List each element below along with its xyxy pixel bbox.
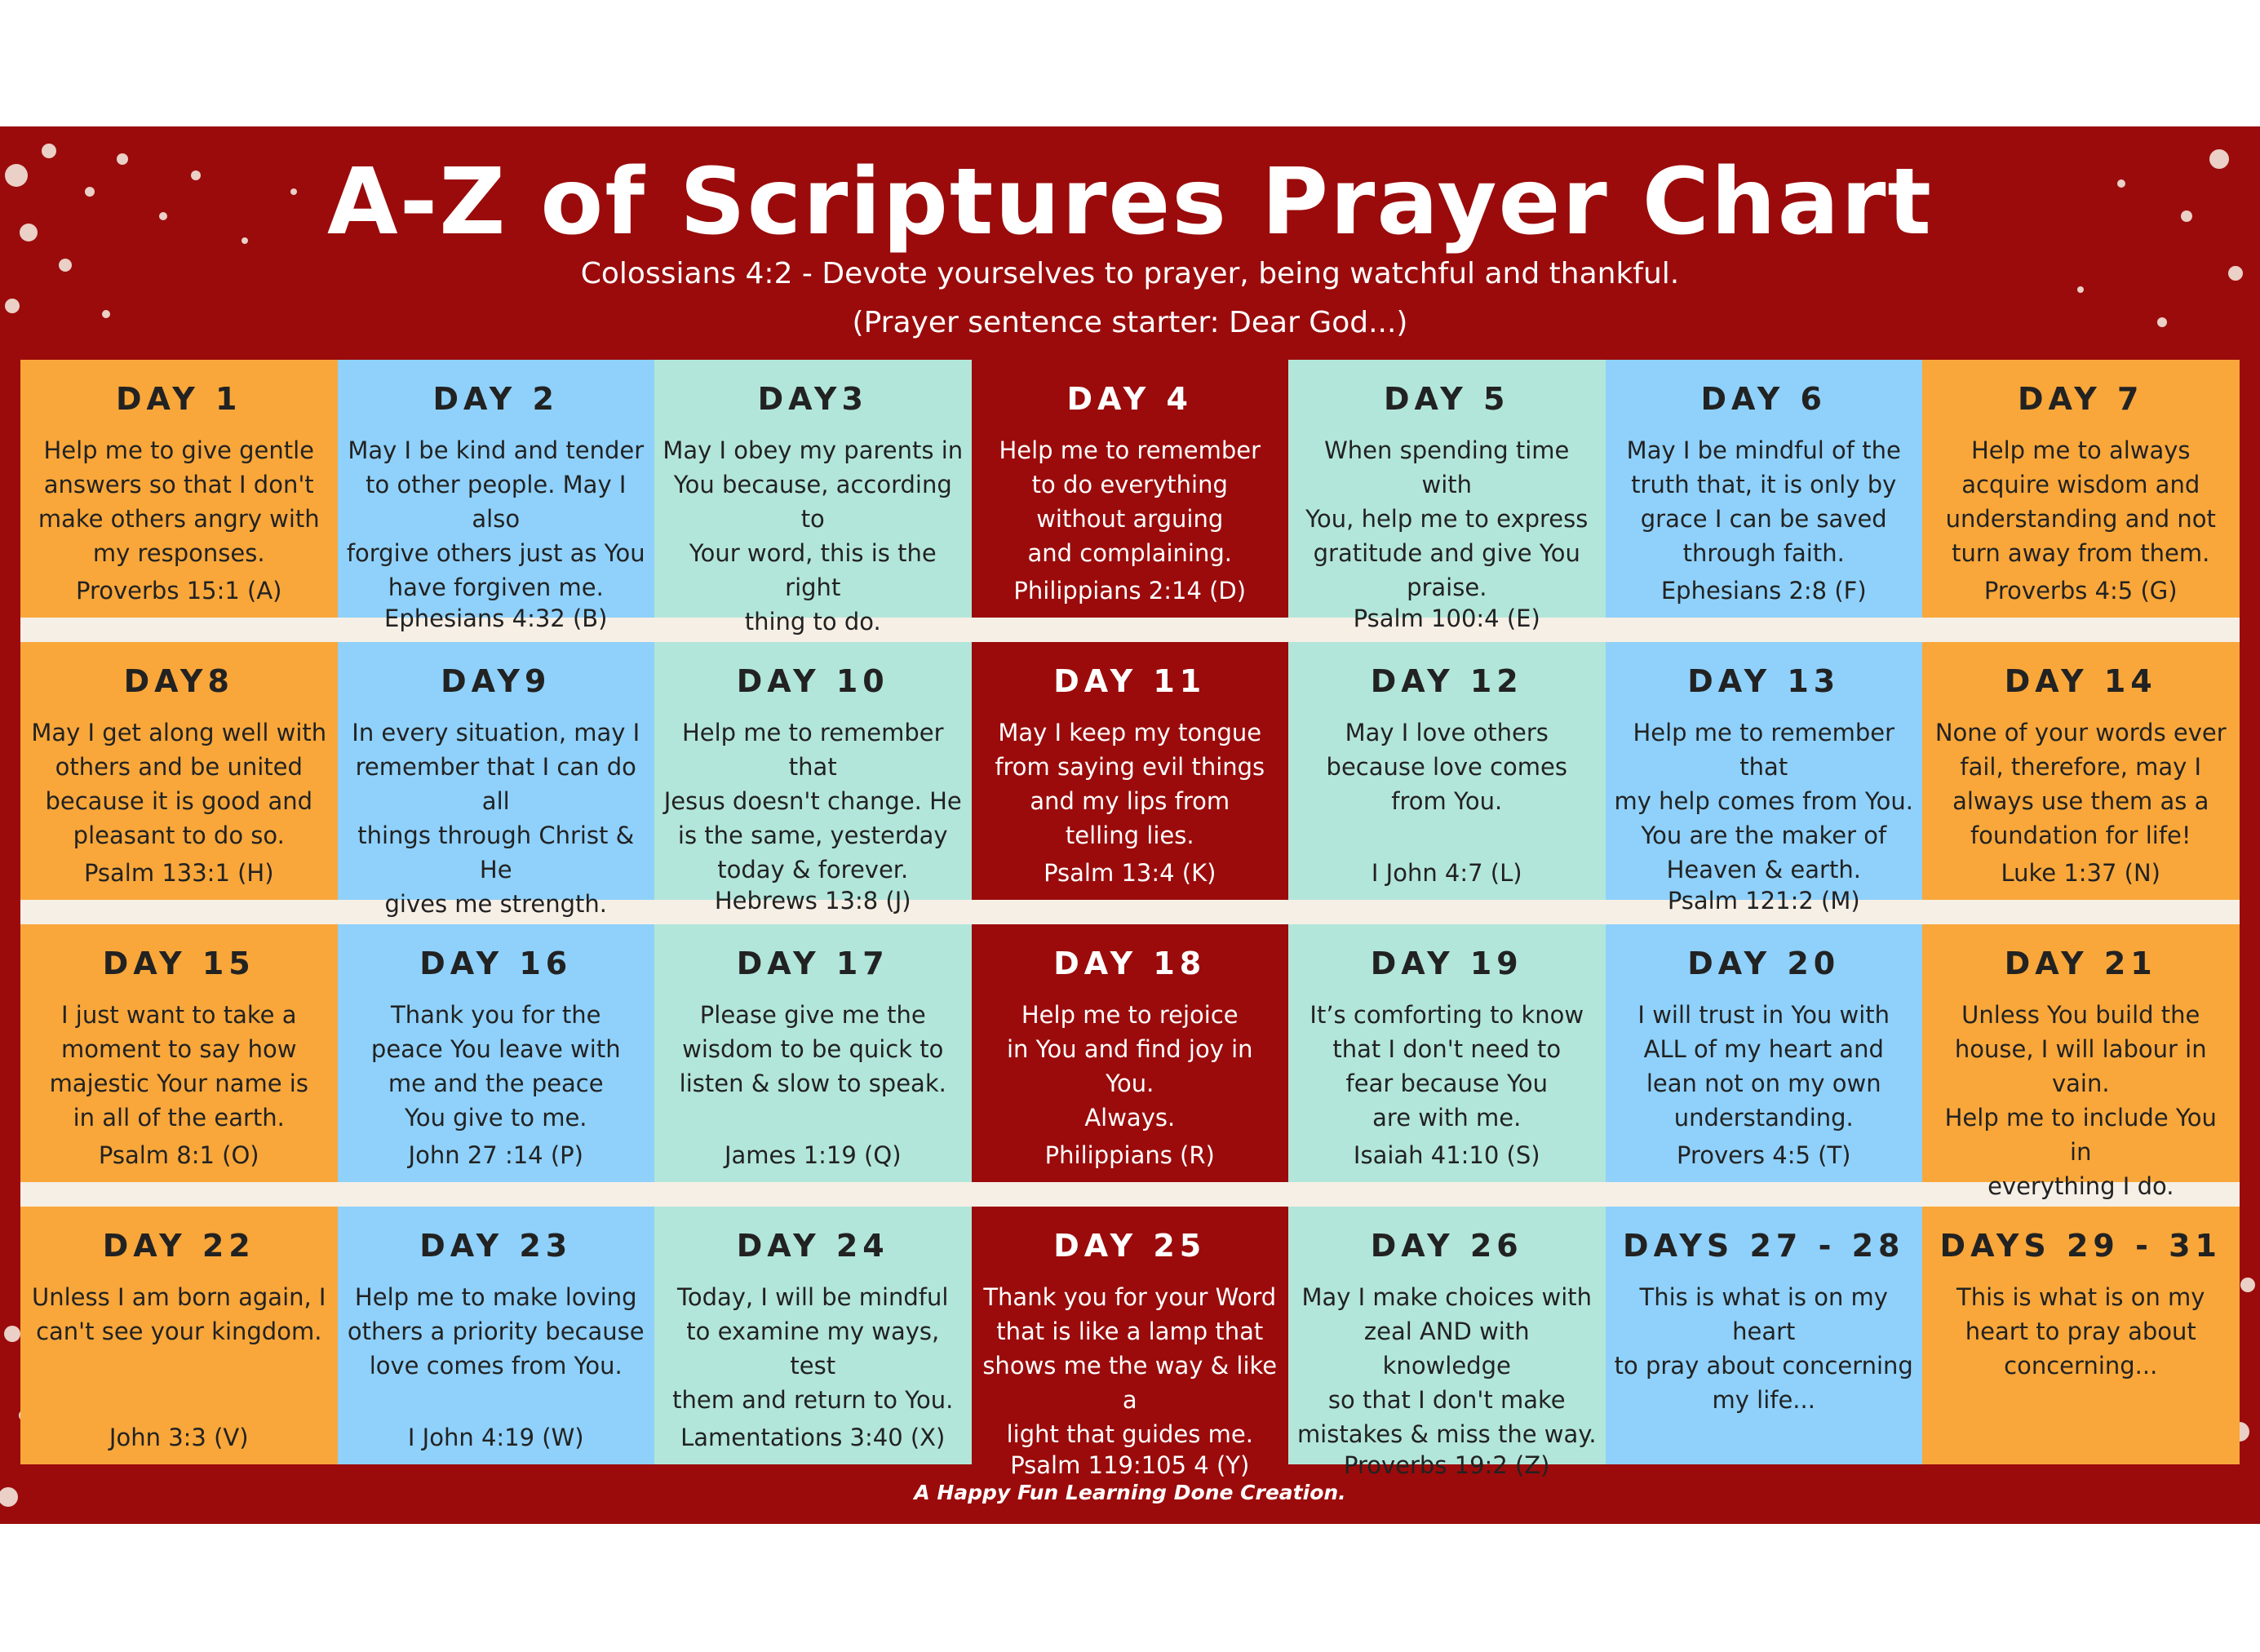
scripture-reference: James 1:19 (Q) [724, 1141, 902, 1169]
day-card [1288, 360, 1606, 632]
day-card [20, 924, 338, 1182]
day-label: DAY 6 [1700, 381, 1827, 417]
scripture-reference: I John 4:7 (L) [1371, 859, 1522, 887]
scripture-reference: Ephesians 4:32 (B) [384, 605, 608, 632]
prayer-text: Help me to make loving others a priority because love comes from You. [347, 1283, 645, 1380]
day-card [1288, 1207, 1606, 1479]
prayer-text: May I keep my tongue from saying evil things and my lips from telling lies. [995, 719, 1265, 849]
scripture-subtitle: Colossians 4:2 - Devote yourselves to prayer, being watchful and thankful. [580, 257, 1680, 290]
day-card [1922, 642, 2240, 900]
scripture-reference: Ephesians 2:8 (F) [1660, 577, 1867, 605]
day-label: DAY 2 [432, 381, 559, 417]
prayer-text: I will trust in You with ALL of my heart and lean not on my own understanding. [1637, 1001, 1890, 1132]
day-label: DAY 12 [1370, 663, 1523, 699]
day-label: DAY 13 [1687, 663, 1841, 699]
day-label: DAY 25 [1053, 1228, 1207, 1264]
grid-row [20, 360, 2240, 636]
prayer-text: None of your words ever fail, therefore, may I always use them as a foundation for life! [1934, 719, 2227, 849]
day-card [338, 1207, 655, 1464]
prayer-text: May I be mindful of the truth that, it is only by grace I can be saved through faith. [1626, 436, 1901, 567]
day-card [1606, 360, 1923, 618]
scripture-reference: Philippians (R) [1044, 1141, 1215, 1169]
day-card [654, 1207, 972, 1464]
prayer-text: In every situation, may I remember that I can do all things through Christ & He gives me strength. [352, 719, 640, 918]
prayer-text: This is what is on my heart to pray about concerning my life... [1614, 1283, 1913, 1414]
prayer-text: Help me to rejoice in You and find joy in You. Always. [1006, 1001, 1253, 1132]
day-label: DAY 10 [736, 663, 889, 699]
prayer-text: Help me to remember that Jesus doesn't change. He is the same, yesterday today & forever. [663, 719, 962, 884]
prayer-text: Help me to always acquire wisdom and understanding and not turn away from them. [1945, 436, 2216, 567]
day-label: DAY 22 [102, 1228, 255, 1264]
scripture-reference: John 27 :14 (P) [408, 1141, 583, 1169]
prayer-text: Please give me the wisdom to be quick to listen & slow to speak. [679, 1001, 946, 1097]
grid-row [20, 1207, 2240, 1479]
day-card [654, 360, 972, 636]
scripture-reference: John 3:3 (V) [109, 1424, 249, 1451]
day-card [654, 924, 972, 1182]
day-card [654, 642, 972, 915]
day-card [1288, 642, 1606, 900]
day-card [338, 360, 655, 632]
day-label: DAY 19 [1370, 946, 1523, 981]
day-card [1288, 924, 1606, 1182]
day-card [1922, 924, 2240, 1200]
scripture-reference: Proverbs 15:1 (A) [76, 577, 282, 605]
scripture-reference: Psalm 8:1 (O) [98, 1141, 259, 1169]
chart-board [0, 126, 2260, 1524]
day-card [20, 360, 338, 618]
prayer-text: May I obey my parents in You because, according to Your word, this is the right thing to do. [662, 436, 964, 636]
day-card [1922, 1207, 2240, 1464]
scripture-reference: Psalm 100:4 (E) [1353, 605, 1540, 632]
day-card [972, 1207, 1289, 1479]
prayer-text: Help me to remember that my help comes from You. You are the maker of Heaven & earth. [1614, 719, 1914, 884]
day-label: DAY 14 [2004, 663, 2157, 699]
day-card [1606, 642, 1923, 915]
prayer-starter: (Prayer sentence starter: Dear God...) [852, 306, 1408, 339]
scripture-reference: Philippians 2:14 (D) [1013, 577, 1247, 605]
prayer-text: Help me to remember to do everything without arguing and complaining. [999, 436, 1261, 567]
day-card [20, 642, 338, 900]
scripture-reference: I John 4:19 (W) [407, 1424, 584, 1451]
day-label: DAY 1 [115, 381, 242, 417]
prayer-text: May I get along well with others and be united because it is good and pleasant to do so. [31, 719, 327, 849]
prayer-text: When spending time with You, help me to express gratitude and give You praise. [1305, 436, 1589, 601]
day-label: DAY 15 [102, 946, 255, 981]
day-label: DAYS 29 - 31 [1939, 1228, 2222, 1264]
prayer-grid [20, 360, 2240, 1479]
day-label: DAY8 [123, 663, 234, 699]
day-label: DAY 23 [419, 1228, 573, 1264]
scripture-reference: Psalm 13:4 (K) [1044, 859, 1216, 887]
grid-row [20, 924, 2240, 1200]
day-card [1606, 924, 1923, 1182]
prayer-text: Thank you for the peace You leave with me and the peace You give to me. [370, 1001, 621, 1132]
scripture-reference: Psalm 121:2 (M) [1667, 887, 1860, 915]
day-label: DAY 7 [2017, 381, 2144, 417]
day-card [338, 642, 655, 918]
day-label: DAY 21 [2004, 946, 2157, 981]
prayer-text: Unless You build the house, I will labour in vain. Help me to include You in everything I do. [1944, 1001, 2217, 1200]
prayer-text: May I be kind and tender to other people. May I also forgive others just as You have forgiven me. [346, 436, 645, 601]
row-divider [20, 1182, 2240, 1207]
day-card [20, 1207, 338, 1464]
day-card [1922, 360, 2240, 618]
scripture-reference: Lamentations 3:40 (X) [680, 1424, 946, 1451]
scripture-reference: Hebrews 13:8 (J) [714, 887, 911, 915]
prayer-text: I just want to take a moment to say how majestic Your name is in all of the earth. [49, 1001, 308, 1132]
day-label: DAY 20 [1687, 946, 1841, 981]
day-label: DAY 26 [1370, 1228, 1523, 1264]
prayer-text: It’s comforting to know that I don't need to fear because You are with me. [1309, 1001, 1584, 1132]
scripture-reference: Proverbs 4:5 (G) [1983, 577, 2178, 605]
day-card [338, 924, 655, 1182]
day-label: DAY9 [441, 663, 552, 699]
scripture-reference: Psalm 133:1 (H) [83, 859, 274, 887]
prayer-text: May I make choices with zeal AND with knowledge so that I don't make mistakes & miss the way. [1296, 1283, 1597, 1448]
day-label: DAYS 27 - 28 [1623, 1228, 1905, 1264]
prayer-text: May I love others because love comes from You. [1326, 719, 1567, 815]
day-card [1606, 1207, 1923, 1464]
scripture-reference: Provers 4:5 (T) [1677, 1141, 1851, 1169]
day-label: DAY 16 [419, 946, 573, 981]
prayer-text: Thank you for your Word that is like a lamp that shows me the way & like a light that guides me. [982, 1283, 1278, 1448]
prayer-text: Help me to give gentle answers so that I don't make others angry with my responses. [38, 436, 320, 567]
prayer-text: Unless I am born again, I can't see your kingdom. [32, 1283, 326, 1345]
day-card [972, 642, 1289, 900]
scripture-reference: Psalm 119:105 4 (Y) [1010, 1451, 1250, 1479]
day-label: DAY 11 [1053, 663, 1207, 699]
day-card [972, 360, 1289, 618]
scripture-reference: Isaiah 41:10 (S) [1353, 1141, 1540, 1169]
day-label: DAY 17 [736, 946, 889, 981]
prayer-text: Today, I will be mindful to examine my ways, test them and return to You. [672, 1283, 954, 1414]
page-title: A-Z of Scriptures Prayer Chart [327, 149, 1933, 255]
scripture-reference: Luke 1:37 (N) [2001, 859, 2160, 887]
row-divider [20, 618, 2240, 642]
day-label: DAY3 [757, 381, 868, 417]
scripture-reference: Proverbs 19:2 (Z) [1343, 1451, 1550, 1479]
prayer-text: This is what is on my heart to pray about concerning... [1956, 1283, 2205, 1380]
grid-row [20, 642, 2240, 918]
footer-credit: A Happy Fun Learning Done Creation. [914, 1481, 1346, 1504]
day-label: DAY 5 [1383, 381, 1510, 417]
day-label: DAY 18 [1053, 946, 1207, 981]
day-label: DAY 24 [736, 1228, 889, 1264]
day-label: DAY 4 [1066, 381, 1193, 417]
day-card [972, 924, 1289, 1182]
